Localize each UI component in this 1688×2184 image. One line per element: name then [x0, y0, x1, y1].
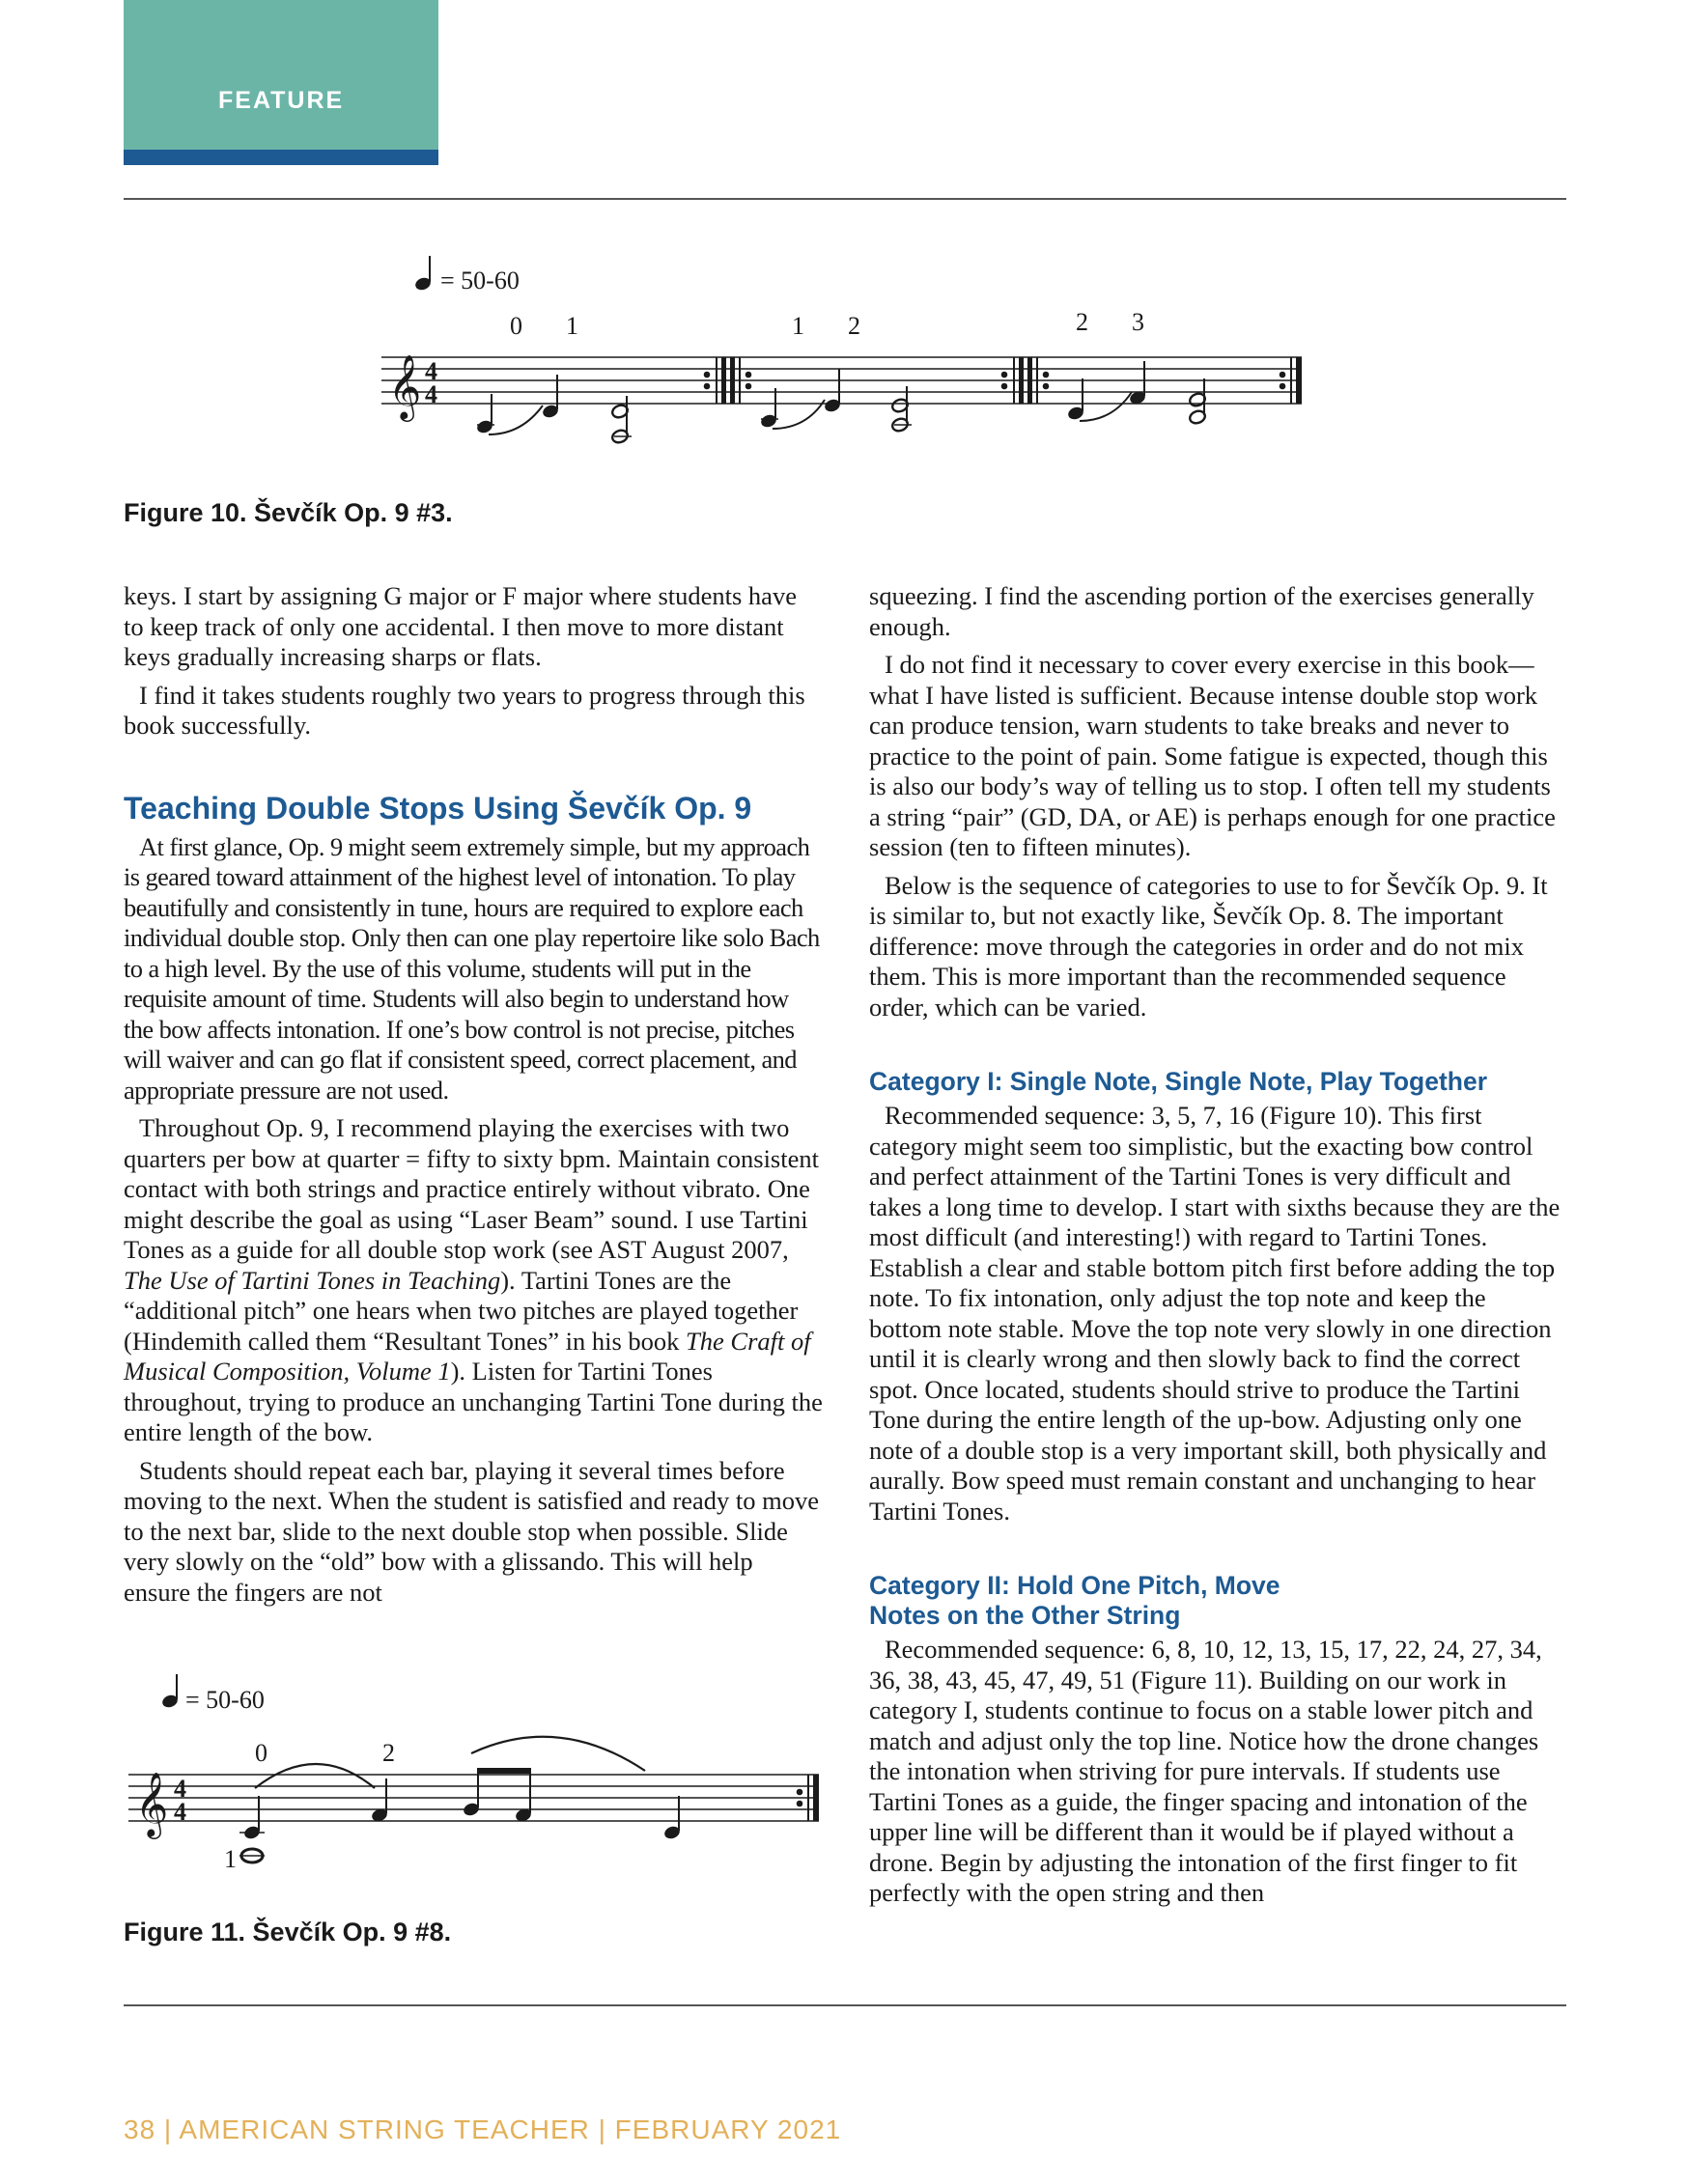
- section-tab-bar: [124, 150, 438, 165]
- fingering: 1: [224, 1845, 237, 1873]
- left-column: [124, 581, 823, 1615]
- time-signature-top: 4: [425, 357, 437, 385]
- paragraph: keys. I start by assigning G major or F major where students have to keep track of only one accidental. I then move to more distant keys gradually increasing sharps or flats.: [124, 581, 797, 671]
- fingering: 2: [382, 1739, 395, 1767]
- section-heading: Teaching Double Stops Using Ševčík Op. 9: [124, 790, 752, 826]
- tempo-text: = 50-60: [185, 1686, 265, 1714]
- paragraph: Throughout Op. 9, I recommend playing the exercises with two quarters per bow at quarter = fifty to sixty bpm. Maintain consistent contact with both strings and practice entirely without vibrato. One might describe the goal as using “Laser Beam” sound. I use Tartini Tones as a guide for all double stop work (see AST August 2007, The Use of Tartini Tones in Teaching). Tartini Tones are the “additional pitch” one hears when two pitches are played together (Hindemith called them “Resultant Tones” in his book The Craft of Musical Composition, Volume 1). Listen for Tartini Tones throughout, trying to produce an unchanging Tartini Tone during the entire length of the bow.: [124, 1113, 823, 1446]
- time-signature-bottom: 4: [174, 1798, 186, 1826]
- fingering: 0: [510, 312, 522, 340]
- subsection-heading: Category II: Hold One Pitch, Move Notes on the Other String: [869, 1571, 1280, 1630]
- figure-11-notation: [124, 1674, 838, 1887]
- tempo-marking: [160, 1674, 264, 1714]
- fingering: 1: [792, 312, 804, 340]
- paragraph: I find it takes students roughly two years to progress through this book successfully.: [124, 680, 805, 740]
- time-signature-bottom: 4: [425, 380, 437, 408]
- measure-1: [475, 375, 632, 444]
- tempo-marking: [413, 256, 519, 294]
- paragraph: Students should repeat each bar, playing it several times before moving to the next. When the student is satisfied and ready to move to the next bar, slide to the next double stop when possible. Slide very slowly on the “old” bow with a glissando. This will help ensure the fingers are not: [124, 1455, 820, 1607]
- fingering: 1: [566, 312, 578, 340]
- fingering: 2: [848, 312, 860, 340]
- time-signature-top: 4: [174, 1775, 186, 1803]
- paragraph: At first glance, Op. 9 might seem extremely simple, but my approach is geared toward attainment of the highest level of intonation. To play beautifully and consistently in tune, hours are required to explore each individual double stop. Only then can one play repertoire like solo Bach to a high level. By the use of this volume, students will put in the requisite amount of time. Students will also begin to understand how the bow affects intonation. If one’s bow control is not precise, pitches will waiver and can go flat if consistent speed, correct placement, and appropriate pressure are not used.: [124, 831, 820, 1105]
- paragraph: I do not find it necessary to cover every exercise in this book—what I have listed is sufficient. Because intense double stop work can produce tension, warn students to take breaks and never to practice to the point of pain. Some fatigue is expected, though this is also our body’s way of telling us to stop. I often tell my students a string “pair” (GD, DA, or AE) is perhaps enough for one practice session (ten to fifteen minutes).: [869, 650, 1556, 861]
- figure-10-caption: Figure 10. Ševčík Op. 9 #3.: [124, 498, 453, 527]
- right-column: [869, 581, 1564, 1917]
- top-rule: [124, 198, 1566, 200]
- figure-11-caption: Figure 11. Ševčík Op. 9 #8.: [124, 1918, 452, 1946]
- treble-clef-icon: 𝄞: [135, 1771, 169, 1836]
- bottom-rule: [124, 2004, 1566, 2006]
- measure-3: [1066, 361, 1206, 425]
- fingering: 2: [1076, 308, 1088, 336]
- subsection-heading: Category I: Single Note, Single Note, Play Together: [869, 1067, 1488, 1096]
- paragraph: squeezing. I find the ascending portion of the exercises generally enough.: [869, 581, 1534, 641]
- fingering: 3: [1132, 308, 1144, 336]
- paragraph: Recommended sequence: 3, 5, 7, 16 (Figure 10). This first category might seem too simplistic, but the exacting bow control and perfect attainment of the Tartini Tones is very difficult and takes a long time to develop. I start with sixths because they are the most difficult (and interesting!) with regard to Tartini Tones. Establish a clear and stable bottom pitch first before adding the top note. To fix intonation, only adjust the top note and keep the bottom note stable. Move the top note very slowly in one direction until it is clearly wrong and then slowly back to find the correct spot. Once located, students should strive to produce the Tartini Tone during the entire length of the up-bow. Adjusting only one note of a double stop is a very important skill, both physically and aurally. Bow speed must remain constant and unchanging to hear Tartini Tones.: [869, 1101, 1561, 1526]
- treble-clef-icon: 𝄞: [388, 353, 422, 419]
- tempo-text: = 50-60: [440, 266, 520, 294]
- measure-1: [224, 1737, 682, 1873]
- measure-2: [759, 369, 912, 433]
- section-label: FEATURE: [218, 87, 345, 114]
- paragraph: Recommended sequence: 6, 8, 10, 12, 13, 15, 17, 22, 24, 27, 34, 36, 38, 43, 45, 47, 49, 51 (Figure 11). Building on our work in category I, students continue to focus on a stable lower pitch and match and adjust only the top line. Notice how the drone changes the intonation when striving for pure intervals. If students use Tartini Tones as a guide, the finger spacing and intonation of the upper line will be different than it would be if played without a drone. Begin by adjusting the intonation of the first finger to fit perfectly with the open string and then: [869, 1635, 1542, 1907]
- section-tab: [124, 0, 438, 165]
- staff-lines: [381, 357, 1302, 404]
- fingering: 0: [255, 1739, 267, 1767]
- paragraph: Below is the sequence of categories to use to for Ševčík Op. 9. It is similar to, but not exactly like, Ševčík Op. 8. The important difference: move through the categories in order and do not mix them. This is more important than the recommended sequence order, which can be varied.: [869, 870, 1548, 1022]
- figure-10-notation: [367, 251, 1333, 483]
- page-footer: 38 | AMERICAN STRING TEACHER | FEBRUARY 2021: [124, 2114, 842, 2144]
